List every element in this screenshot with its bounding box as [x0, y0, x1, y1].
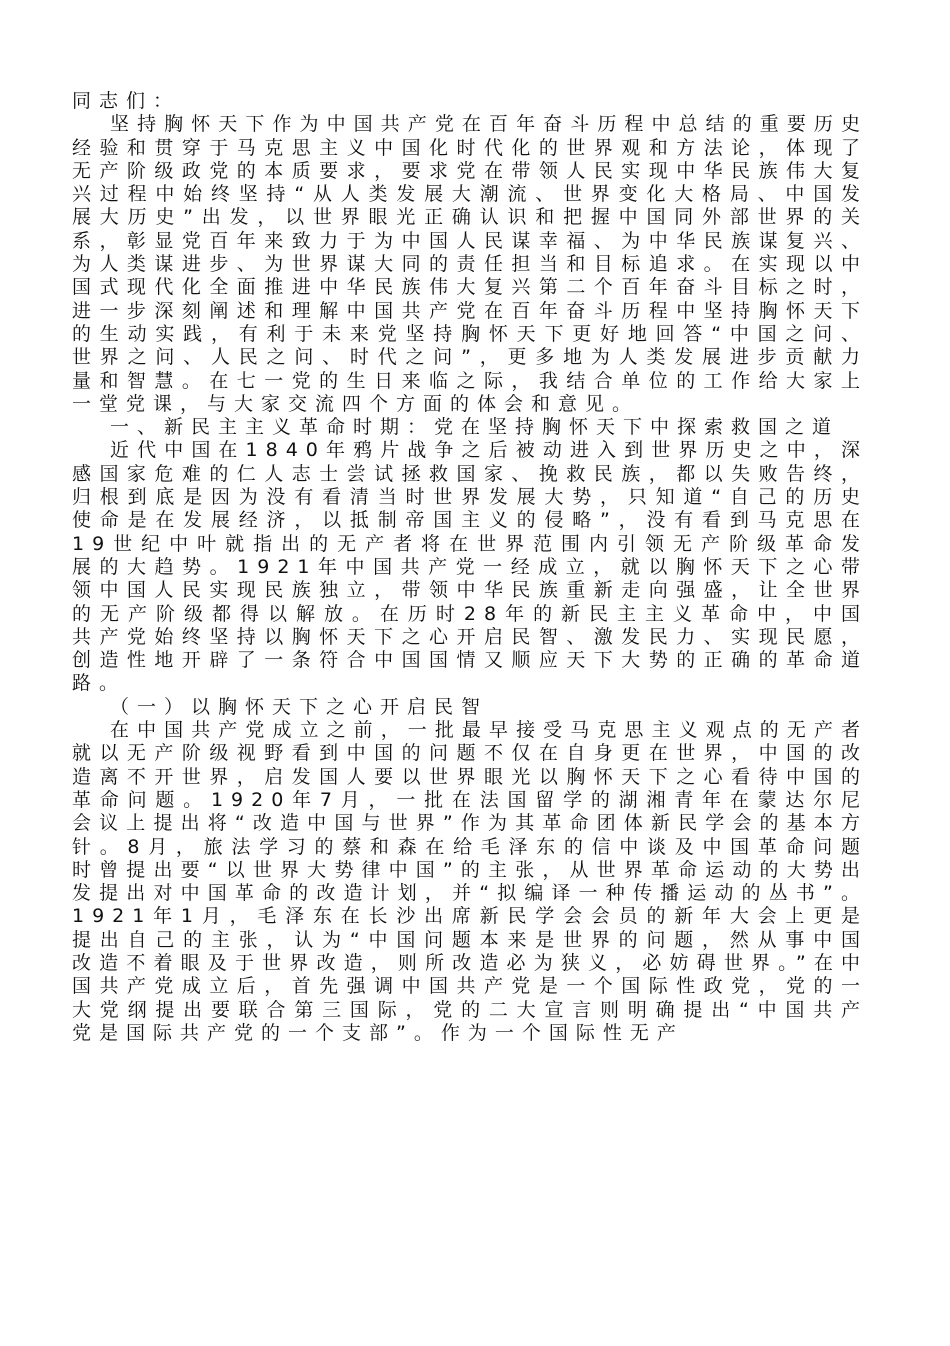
subsection-heading: （一）以胸怀天下之心开启民智: [110, 695, 489, 718]
section-paragraph: 近代中国在1840年鸦片战争之后被动进入到世界历史之中，深感国家危难的仁人志士尝试拯救国家、挽救民族，都以失败告终，归根到底是因为没有看清当时世界发展大势，只知道“自己的历史使命是在发展经济，以抵制帝国主义的侵略”，没有看到马克思在19世纪中叶就指出的无产者将在世界范围内引领无产阶级革命发展的大趋势。1921年中国共产党一经成立，就以胸怀天下之心带领中国人民实现民族独立，带领中华民族重新走向强盛，让全世界的无产阶级都得以解放。在历时28年的新民主主义革命中，中国共产党始终坚持以胸怀天下之心开启民智、激发民力、实现民愿，创造性地开辟了一条符合中国国情又顺应天下大势的正确的革命道路。: [72, 439, 868, 695]
document-page: [72, 90, 868, 1045]
salutation: 同志们：: [72, 90, 181, 112]
subsection-paragraph: 在中国共产党成立之前，一批最早接受马克思主义观点的无产者就以无产阶级视野看到中国的问题不仅在自身更在世界，中国的改造离不开世界，启发国人要以世界眼光以胸怀天下之心看待中国的革命问题。1920年7月，一批在法国留学的湖湘青年在蒙达尔尼会议上提出将“改造中国与世界”作为其革命团体新民学会的基本方针。8月，旅法学习的蔡和森在给毛泽东的信中谈及中国革命问题时曾提出要“以世界大势律中国”的主张，从世界革命运动的大势出发提出对中国革命的改造计划，并“拟编译一种传播运动的丛书”。1921年1月，毛泽东在长沙出席新民学会会员的新年大会上更是提出自己的主张，认为“中国问题本来是世界的问题，然从事中国改造不着眼及于世界改造，则所改造必为狭义，必妨碍世界。”在中国共产党成立后，首先强调中国共产党是一个国际性政党，党的一大党纲提出要联合第三国际，党的二大宣言则明确提出“中国共产党是国际共产党的一个支部”。作为一个国际性无产: [72, 719, 868, 1044]
section-heading: 一、新民主主义革命时期：党在坚持胸怀天下中探索救国之道: [110, 416, 840, 439]
intro-paragraph: 坚持胸怀天下作为中国共产党在百年奋斗历程中总结的重要历史经验和贯穿于马克思主义中国化时代化的世界观和方法论，体现了无产阶级政党的本质要求，要求党在带领人民实现中华民族伟大复兴过程中始终坚持“从人类发展大潮流、世界变化大格局、中国发展大历史”出发，以世界眼光正确认识和把握中国同外部世界的关系，彰显党百年来致力于为中国人民谋幸福、为中华民族谋复兴、为人类谋进步、为世界谋大同的责任担当和目标追求。在实现以中国式现代化全面推进中华民族伟大复兴第二个百年奋斗目标之时，进一步深刻阐述和理解中国共产党在百年奋斗历程中坚持胸怀天下的生动实践，有利于未来党坚持胸怀天下更好地回答“中国之问、世界之问、人民之问、时代之问”，更多地为人类发展进步贡献力量和智慧。在七一党的生日来临之际，我结合单位的工作给大家上一堂党课，与大家交流四个方面的体会和意见。: [72, 113, 868, 415]
